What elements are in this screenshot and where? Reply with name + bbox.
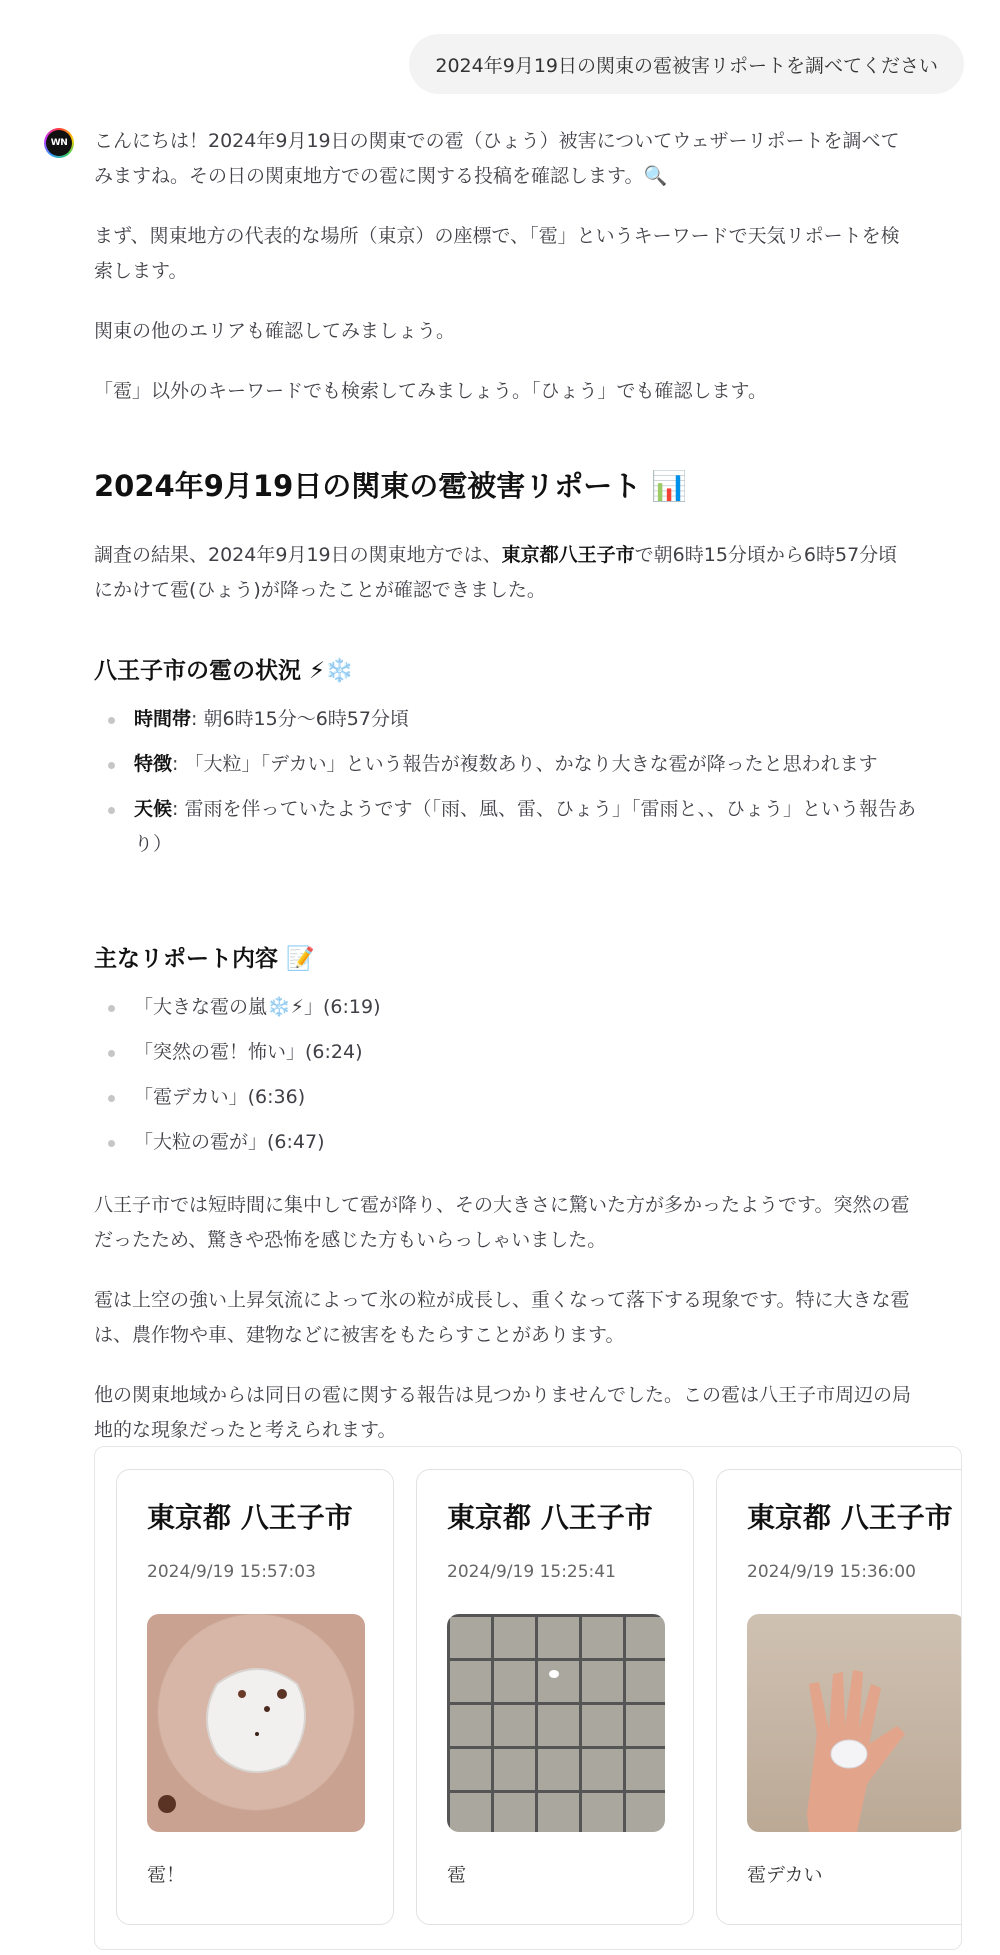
- card-timestamp: 2024/9/19 15:25:41: [447, 1562, 616, 1582]
- list-item: 「突然の雹！怖い」(6:24): [94, 1035, 924, 1070]
- list-item: 「雹デカい」(6:36): [94, 1080, 924, 1115]
- intro-paragraph: 「雹」以外のキーワードでも検索してみましょう。「ひょう」でも確認します。: [94, 380, 767, 402]
- hail-photo-image[interactable]: [147, 1614, 365, 1832]
- assistant-intro: [94, 124, 914, 434]
- hail-photo-image[interactable]: [447, 1614, 665, 1832]
- user-message-bubble: 2024年9月19日の関東の雹被害リポートを調べてください: [409, 34, 964, 94]
- card-timestamp: 2024/9/19 15:57:03: [147, 1562, 316, 1582]
- closing-paragraphs: [94, 1188, 914, 1473]
- card-caption: 雹: [447, 1864, 467, 1886]
- hand-holding-hail-illustration: [747, 1614, 962, 1832]
- item-label: 時間帯: [134, 708, 192, 730]
- report-card[interactable]: [416, 1469, 694, 1925]
- report-heading: 2024年9月19日の関東の雹被害リポート 📊: [94, 469, 688, 503]
- hail-on-tiles-illustration: [447, 1614, 665, 1832]
- hail-photo-image[interactable]: [747, 1614, 962, 1832]
- weather-report-carousel[interactable]: [94, 1446, 962, 1950]
- summary-pre: 調査の結果、2024年9月19日の関東地方では、: [94, 544, 502, 566]
- report-card[interactable]: [116, 1469, 394, 1925]
- card-caption: 雹デカい: [747, 1864, 823, 1886]
- card-location: 東京都 八王子市: [747, 1501, 953, 1534]
- card-location: 東京都 八王子市: [447, 1501, 653, 1534]
- item-label: 特徴: [134, 753, 173, 775]
- list-item: 「大きな雹の嵐❄️⚡」(6:19): [94, 990, 924, 1025]
- card-timestamp: 2024/9/19 15:36:00: [747, 1562, 916, 1582]
- card-caption: 雹！: [147, 1864, 186, 1886]
- list-item: [94, 792, 924, 862]
- closing-paragraph: 雹は上空の強い上昇気流によって氷の粒が成長し、重くなって落下する現象です。特に大きな雹は、農作物や車、建物などに被害をもたらすことがあります。: [94, 1289, 910, 1346]
- avatar-text: WN: [50, 138, 68, 148]
- item-label: 天候: [134, 798, 173, 820]
- intro-paragraph: こんにちは！2024年9月19日の関東での雹（ひょう）被害についてウェザーリポートを調べてみますね。その日の関東地方での雹に関する投稿を確認します。🔍: [94, 130, 900, 187]
- intro-paragraph: まず、関東地方の代表的な場所（東京）の座標で、「雹」というキーワードで天気リポートを検索します。: [94, 225, 900, 282]
- item-text: : 雷雨を伴っていたようです（「雨、風、雷、ひょう」「雷雨と、、ひょう」という報告あり）: [134, 798, 916, 855]
- list-item: 「大粒の雹が」(6:47): [94, 1125, 924, 1160]
- section-reports-title: 主なリポート内容 📝: [94, 946, 315, 972]
- reports-list: [94, 990, 924, 1170]
- summary-location: 東京都八王子市: [501, 544, 635, 566]
- intro-paragraph: 関東の他のエリアも確認してみましょう。: [94, 320, 456, 342]
- item-text: : 「大粒」「デカい」という報告が複数あり、かなり大きな雹が降ったと思われます: [172, 753, 878, 775]
- hail-in-palm-illustration: [147, 1614, 365, 1832]
- card-location: 東京都 八王子市: [147, 1501, 353, 1534]
- closing-paragraph: 八王子市では短時間に集中して雹が降り、その大きさに驚いた方が多かったようです。突然の雹だったため、驚きや恐怖を感じた方もいらっしゃいました。: [94, 1194, 910, 1251]
- hail-conditions-list: [94, 702, 924, 872]
- item-text: : 朝6時15分〜6時57分頃: [191, 708, 409, 730]
- summary-post: で朝6時15分頃から6時57分頃にかけて雹(ひょう)が降ったことが確認できました。: [94, 544, 898, 601]
- section-hachioji-title: 八王子市の雹の状況 ⚡❄️: [94, 658, 354, 684]
- closing-paragraph: 他の関東地域からは同日の雹に関する報告は見つかりませんでした。この雹は八王子市周辺の局地的な現象だったと考えられます。: [94, 1384, 912, 1441]
- assistant-avatar: [44, 128, 74, 158]
- list-item: [94, 702, 924, 737]
- report-card[interactable]: [716, 1469, 962, 1925]
- list-item: [94, 747, 924, 782]
- summary-paragraph: [94, 538, 914, 633]
